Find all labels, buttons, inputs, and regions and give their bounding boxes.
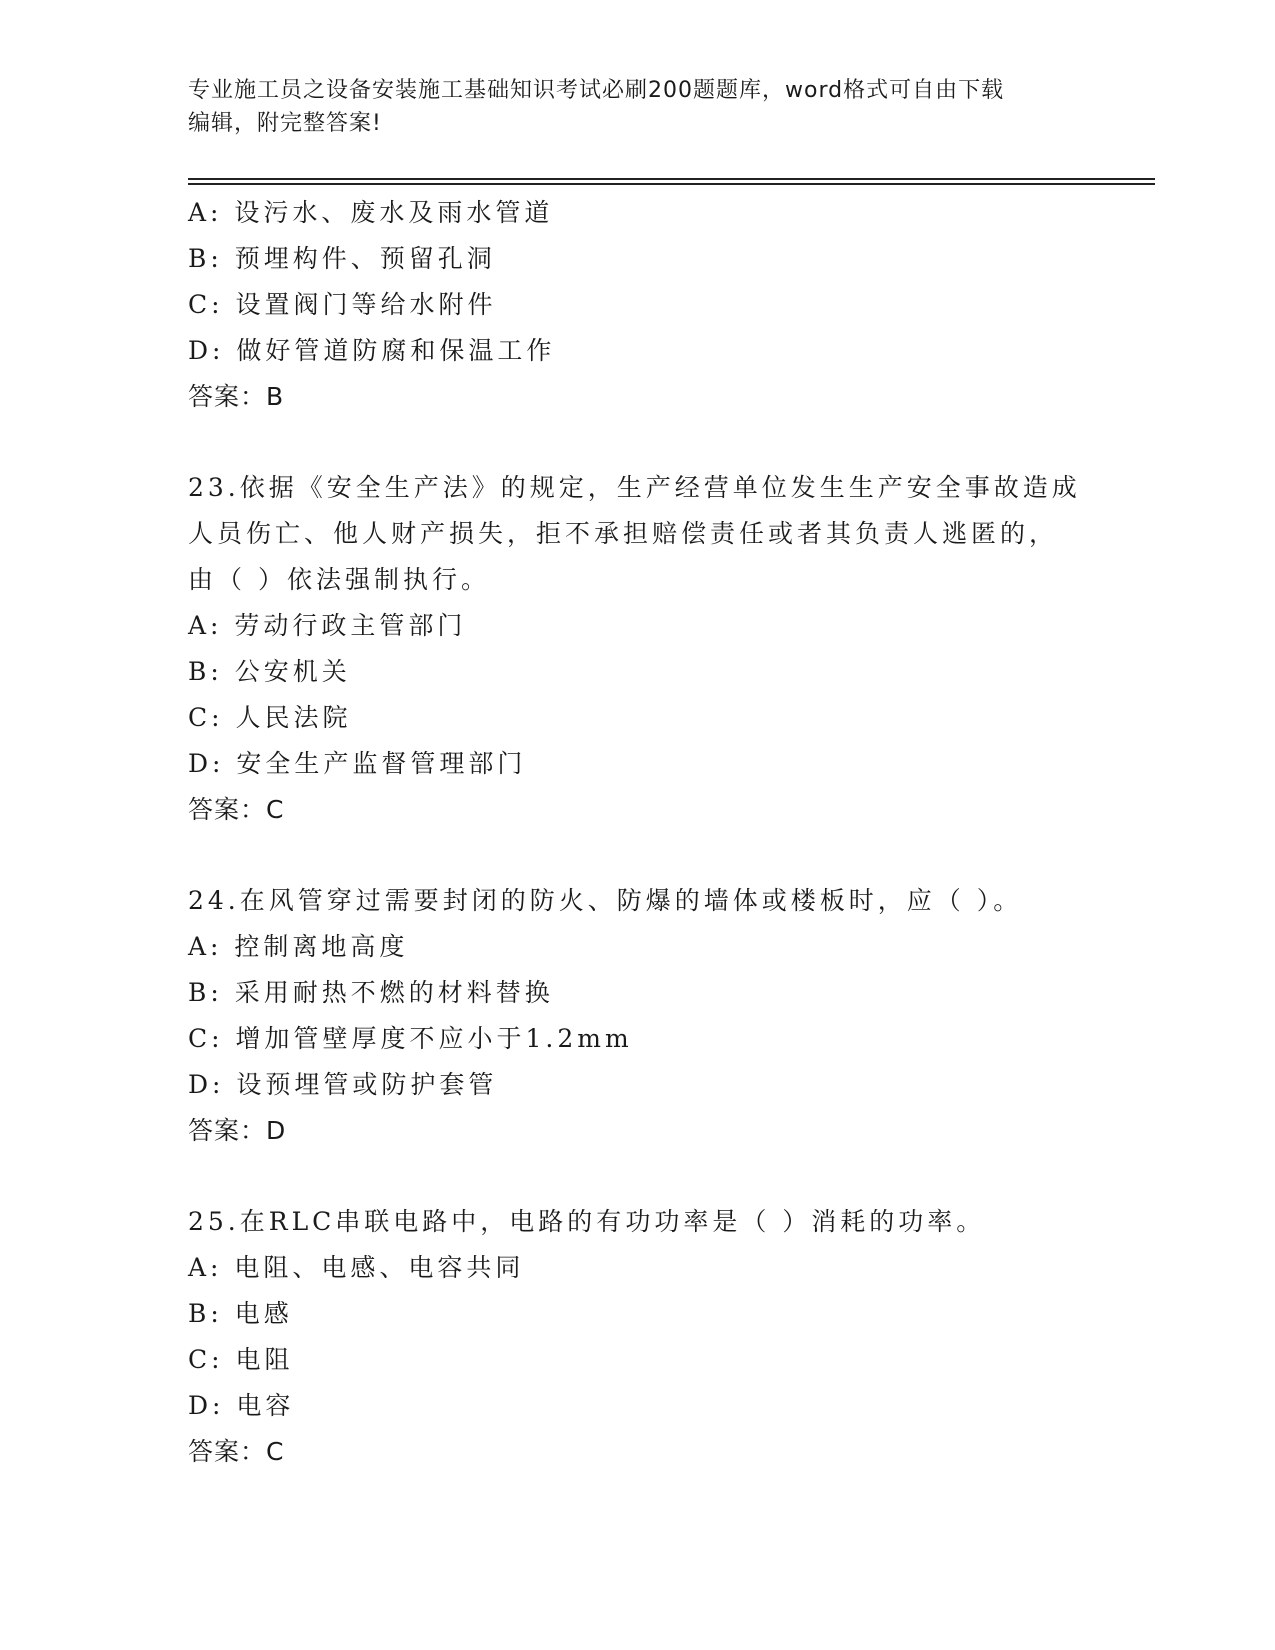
question-text-line: 23.依据《安全生产法》的规定，生产经营单位发生生产安全事故造成 xyxy=(188,473,1081,502)
option-d: D: 做好管道防腐和保温工作 xyxy=(188,336,556,365)
option-b: B: 电感 xyxy=(188,1299,293,1328)
option-a: A: 控制离地高度 xyxy=(188,932,409,961)
option-c: C: 人民法院 xyxy=(188,703,352,732)
question-spacer xyxy=(188,420,1088,465)
question-text-line: 24.在风管穿过需要封闭的防火、防爆的墙体或楼板时，应（ ）。 xyxy=(188,886,1023,915)
question-22 xyxy=(188,190,1088,420)
option-b: B: 公安机关 xyxy=(188,657,351,686)
question-text-line: 25.在RLC串联电路中，电路的有功功率是（ ）消耗的功率。 xyxy=(188,1207,986,1236)
answer-line: 答案：C xyxy=(188,1437,285,1466)
document-header xyxy=(188,74,1088,140)
question-spacer xyxy=(188,833,1088,878)
option-d: D: 电容 xyxy=(188,1391,295,1420)
answer-line: 答案：B xyxy=(188,382,285,411)
answer-line: 答案：C xyxy=(188,795,285,824)
header-divider-top xyxy=(188,178,1155,180)
question-23 xyxy=(188,465,1088,833)
option-c: C: 增加管壁厚度不应小于1.2mm xyxy=(188,1024,633,1053)
option-a: A: 设污水、废水及雨水管道 xyxy=(188,198,554,227)
option-d: D: 安全生产监督管理部门 xyxy=(188,749,527,778)
question-list xyxy=(188,190,1088,1475)
question-24 xyxy=(188,878,1088,1154)
header-title-line-2: 编辑，附完整答案! xyxy=(188,111,382,136)
header-divider-bottom xyxy=(188,183,1155,185)
option-c: C: 设置阀门等给水附件 xyxy=(188,290,497,319)
question-25 xyxy=(188,1199,1088,1475)
option-b: B: 采用耐热不燃的材料替换 xyxy=(188,978,554,1007)
option-c: C: 电阻 xyxy=(188,1345,294,1374)
option-a: A: 电阻、电感、电容共同 xyxy=(188,1253,525,1282)
question-text-line: 人员伤亡、他人财产损失，拒不承担赔偿责任或者其负责人逃匿的， xyxy=(188,519,1059,548)
option-b: B: 预埋构件、预留孔洞 xyxy=(188,244,496,273)
question-spacer xyxy=(188,1154,1088,1199)
question-text-line: 由（ ）依法强制执行。 xyxy=(188,565,490,594)
answer-line: 答案：D xyxy=(188,1116,287,1145)
option-a: A: 劳动行政主管部门 xyxy=(188,611,467,640)
option-d: D: 设预埋管或防护套管 xyxy=(188,1070,498,1099)
header-title-line-1: 专业施工员之设备安装施工基础知识考试必刷200题题库，word格式可自由下载 xyxy=(188,78,1005,103)
